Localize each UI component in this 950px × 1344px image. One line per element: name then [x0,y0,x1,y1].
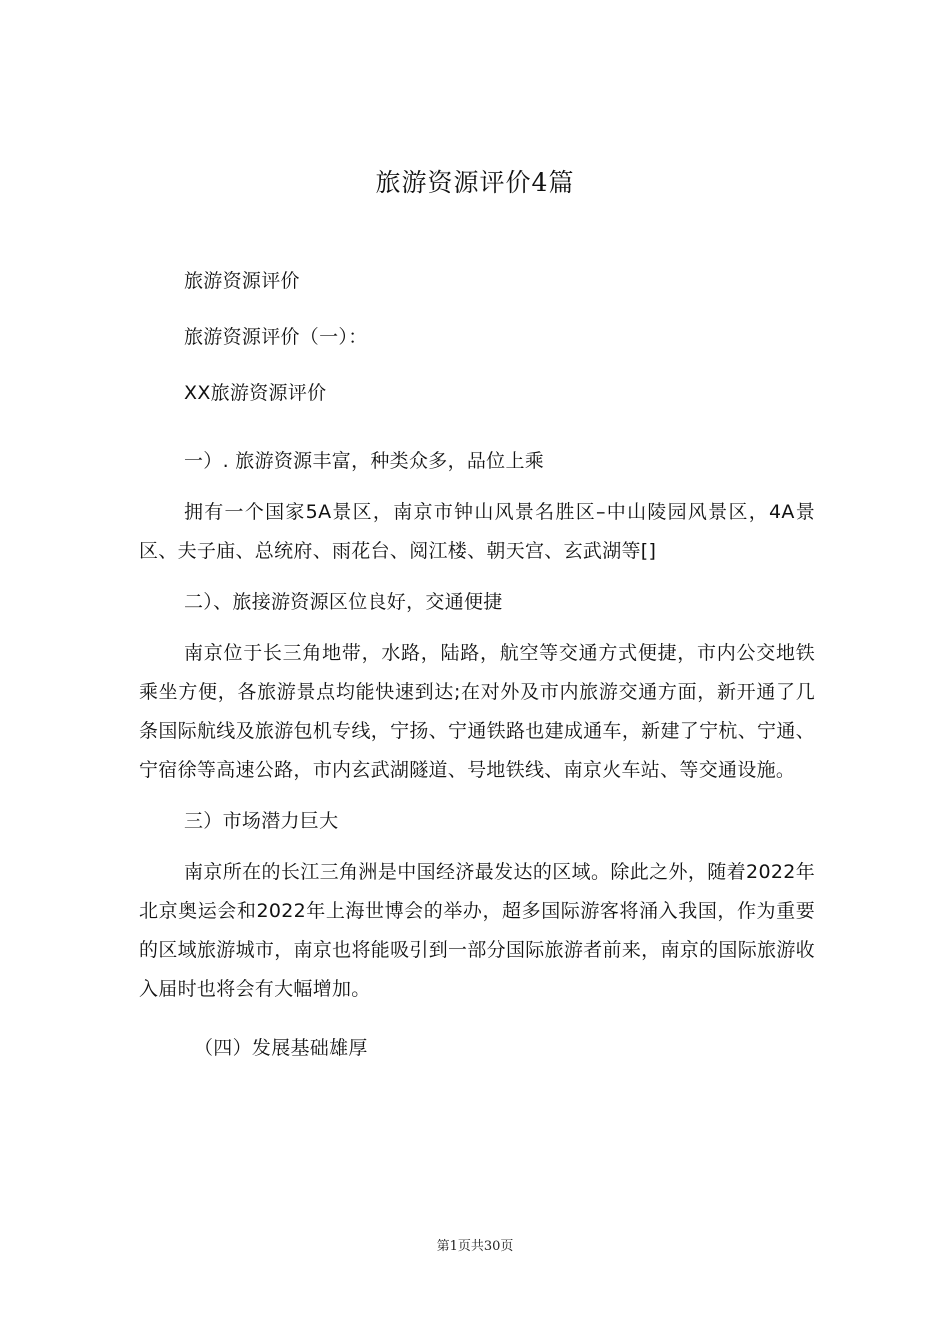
section-heading-4: （四）发展基础雄厚 [194,1037,368,1059]
paragraph-body-2: 南京位于长三角地带，水路，陆路，航空等交通方式便捷，市内公交地铁乘坐方便，各旅游景点均能快速到达;在对外及市内旅游交通方面，新开通了几条国际航线及旅游包机专线，宁扬、宁通铁路也建成通车，新建了宁杭、宁通、宁宿徐等高速公路，市内玄武湖隧道、号地铁线、南京火车站、等交通设施。 [139,642,815,781]
page-footer: 第1页共30页 [436,1239,514,1254]
paragraph-body-3: 南京所在的长江三角洲是中国经济最发达的区域。除此之外，随着2022年北京奥运会和2022年上海世博会的举办，超多国际游客将涌入我国，作为重要的区域旅游城市，南京也将能吸引到一部分国际旅游者前来，南京的国际旅游收入届时也将会有大幅增加。 [139,861,815,1000]
paragraph-body-1: 拥有一个国家5A景区，南京市钟山风景名胜区–中山陵园风景区，4A景区、夫子庙、总统府、雨花台、阅江楼、朝天宫、玄武湖等[] [139,501,815,562]
document-body [139,262,815,1068]
paragraph-heading-1: 旅游资源评价 [184,270,300,292]
section-heading-3: 三）市场潜力巨大 [184,810,339,832]
document-title: 旅游资源评价4篇 [375,168,575,197]
paragraph-heading-2: 旅游资源评价（一）： [184,326,368,348]
section-heading-2: 二）、旅接游资源区位良好，交通便捷 [184,591,503,613]
section-heading-1: 一）. 旅游资源丰富，种类众多，品位上乘 [184,450,545,472]
paragraph-heading-3: XX旅游资源评价 [184,382,327,404]
